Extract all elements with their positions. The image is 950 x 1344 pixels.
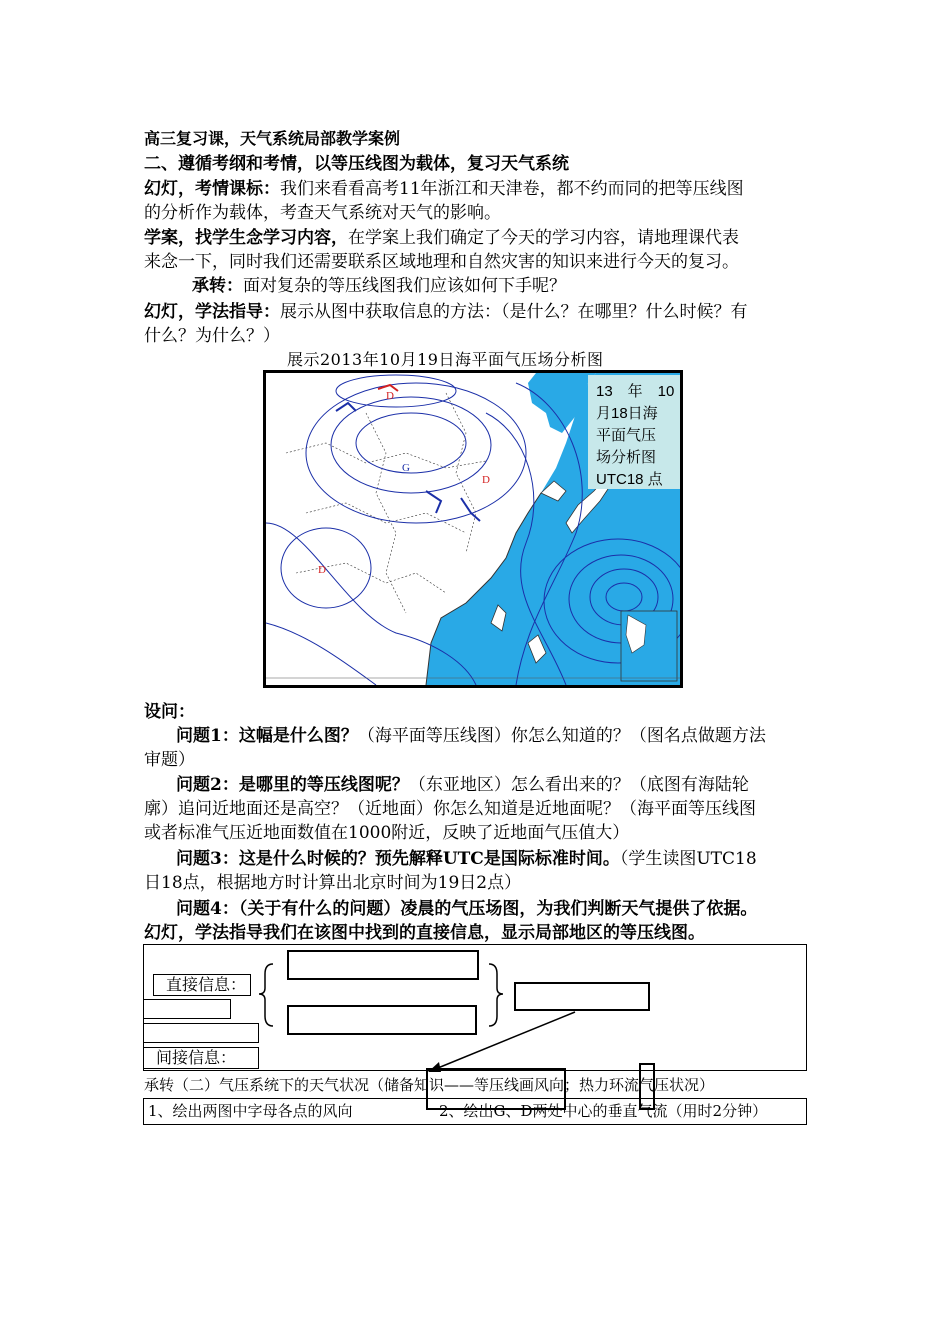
question-heading: 设问： <box>144 702 195 722</box>
map-label-d2: D <box>482 474 490 486</box>
map-label-d3: D <box>318 564 326 576</box>
task-cell-2: 2、绘出G、D两处中心的垂直气流（用时2分钟） <box>439 1102 768 1120</box>
paragraph-1-cont: 的分析作为载体，考查天气系统对天气的影响。 <box>144 203 501 223</box>
section-heading: 二、遵循考纲和考情，以等压线图为载体，复习天气系统 <box>144 154 569 174</box>
paragraph-2-cont: 来念一下，同时我们还需要联系区域地理和自然灾害的知识来进行今天的复习。 <box>144 252 739 272</box>
paragraph-3: 承转：面对复杂的等压线图我们应该如何下手呢？ <box>192 276 566 296</box>
info-diagram <box>143 944 807 1071</box>
pressure-map <box>263 370 683 688</box>
task-table <box>143 1098 807 1125</box>
paragraph-1: 幻灯，考情课标：我们来看看高考11年浙江和天津卷，都不约而同的把等压线图 <box>144 179 744 199</box>
map-inset-label: 13 年 10 月18日海 平面气压 场分析图 UTC18 点 <box>588 375 680 489</box>
question-3-cont: 日18点，根据地方时计算出北京时间为19日2点） <box>144 873 522 893</box>
map-label-d1: D <box>386 390 394 402</box>
question-2: 问题2：是哪里的等压线图呢？（东亚地区）怎么看出来的？（底图有海陆轮 <box>176 775 749 795</box>
paragraph-4-cont: 什么？为什么？） <box>144 326 280 346</box>
paragraph-4: 幻灯，学法指导：展示从图中获取信息的方法：（是什么？在哪里？什么时候？有 <box>144 302 748 322</box>
map-caption: 展示2013年10月19日海平面气压场分析图 <box>287 350 604 369</box>
map-label-g: G <box>402 462 410 474</box>
paragraph-2: 学案，找学生念学习内容，在学案上我们确定了今天的学习内容，请地理课代表 <box>144 228 739 248</box>
indirect-info-label: 间接信息： <box>143 1047 259 1069</box>
question-1-cont: 审题） <box>144 750 195 770</box>
doc-title: 高三复习课，天气系统局部教学案例 <box>144 129 401 148</box>
question-4: 问题4：（关于有什么的问题）凌晨的气压场图，为我们判断天气提供了依据。 <box>176 899 758 919</box>
task-cell-1: 1、绘出两图中字母各点的风向 <box>148 1102 353 1120</box>
question-3: 问题3：这是什么时候的？预先解释UTC是国际标准时间。（学生读图UTC18 <box>176 849 757 869</box>
question-2-cont-2: 或者标准气压近地面数值在1000附近，反映了近地面气压值大） <box>144 823 630 843</box>
direct-info-label: 直接信息： <box>153 974 251 996</box>
transition-line: 承转（二）气压系统下的天气状况（储备知识——等压线画风向；热力环流气压状况） <box>144 1076 715 1094</box>
question-1: 问题1：这幅是什么图？（海平面等压线图）你怎么知道的？（图名点做题方法 <box>176 726 766 746</box>
question-2-cont-1: 廓）追问近地面还是高空？（近地面）你怎么知道是近地面呢？（海平面等压线图 <box>144 799 756 819</box>
paragraph-5: 幻灯，学法指导我们在该图中找到的直接信息，显示局部地区的等压线图。 <box>144 923 705 943</box>
